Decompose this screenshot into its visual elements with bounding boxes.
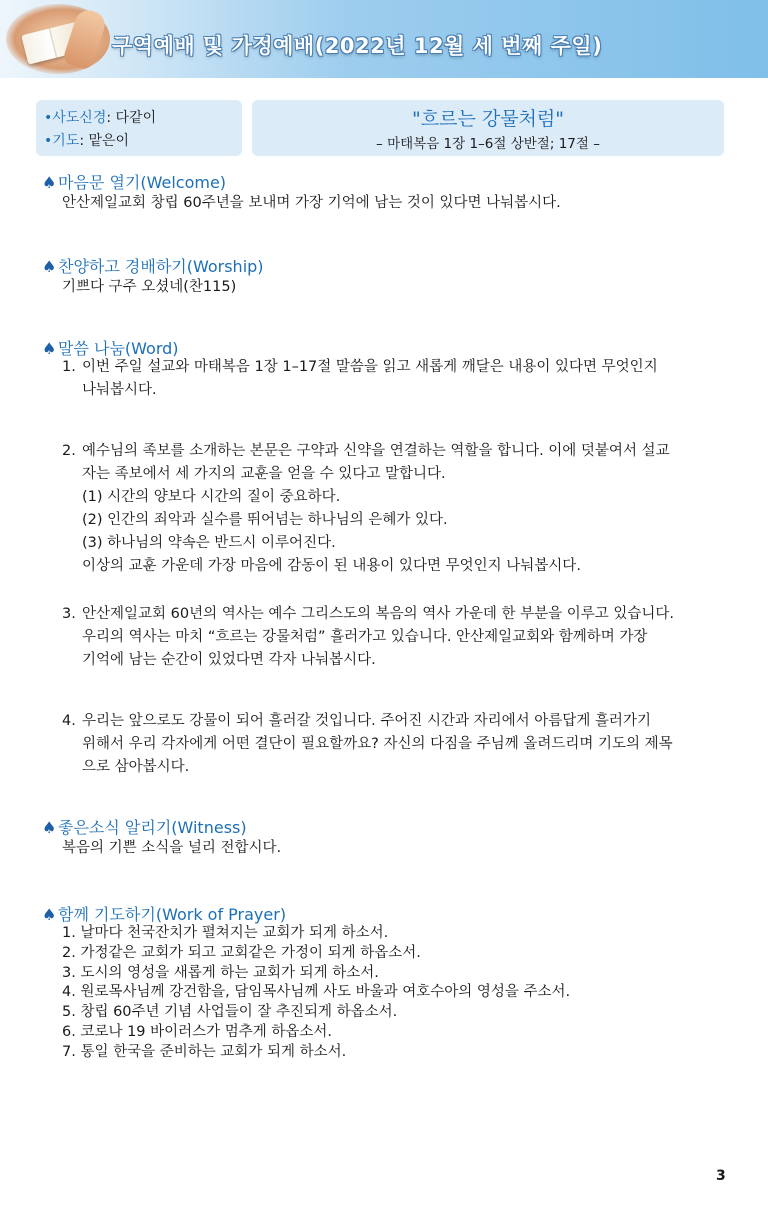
- question-line: 우리는 앞으로도 강물이 되어 흘러갈 것입니다. 주어진 시간과 자리에서 아름답게 흘러가기: [82, 713, 651, 729]
- word-question-1: [62, 356, 726, 402]
- section-heading-worship: [42, 254, 264, 277]
- question-number: 2.: [62, 443, 76, 459]
- prayer-value: : 맡은이: [79, 133, 130, 149]
- question-line: 위해서 우리 각자에게 어떤 결단이 필요할까요? 자신의 다짐을 주님께 올려드리며 기도의 제목: [82, 736, 673, 752]
- scripture-reference: – 마태복음 1장 1–6절 상반절; 17절 –: [376, 136, 600, 152]
- question-line: 으로 삼아봅시다.: [82, 759, 190, 775]
- spade-icon: ♠: [42, 905, 57, 924]
- question-line: (3) 하나님의 약속은 반드시 이루어진다.: [82, 535, 336, 551]
- creed-label: •사도신경: [44, 110, 107, 126]
- heading-text: 마음문 열기(Welcome): [58, 173, 227, 192]
- word-question-4: [62, 710, 726, 779]
- question-line: 우리의 역사는 마치 “흐르는 강물처럼” 흘러가고 있습니다. 안산제일교회와 함께하며 가장: [82, 629, 648, 645]
- heading-text: 말씀 나눔(Word): [58, 339, 179, 358]
- question-line: 예수님의 족보를 소개하는 본문은 구약과 신약을 연결하는 역할을 합니다. 이에 덧붙여서 설교: [82, 443, 670, 459]
- sermon-title: "흐르는 강물처럼": [412, 108, 564, 130]
- spade-icon: ♠: [42, 257, 57, 276]
- heading-text: 함께 기도하기(Work of Prayer): [58, 905, 287, 924]
- prayer-list: [62, 924, 570, 1063]
- prayer-label: •기도: [44, 133, 80, 149]
- list-item: 5. 창립 60주년 기념 사업들이 잘 추진되게 하옵소서.: [62, 1004, 398, 1021]
- section-heading-welcome: [42, 170, 226, 193]
- page-title: 구역예배 및 가정예배(2022년 12월 세 번째 주일): [112, 34, 603, 58]
- bible-prayer-image: [6, 4, 110, 74]
- page-number: 3: [716, 1168, 726, 1184]
- question-line: (2) 인간의 죄악과 실수를 뛰어넘는 하나님의 은혜가 있다.: [82, 512, 448, 528]
- creed-value: : 다같이: [106, 110, 157, 126]
- header-banner: [0, 0, 768, 78]
- list-item: 6. 코로나 19 바이러스가 멈추게 하옵소서.: [62, 1023, 333, 1040]
- question-number: 4.: [62, 713, 76, 729]
- list-item: 3. 도시의 영성을 새롭게 하는 교회가 되게 하소서.: [62, 964, 379, 981]
- question-number: 1.: [62, 359, 76, 375]
- order-info-box: [36, 100, 242, 156]
- heading-text: 좋은소식 알리기(Witness): [58, 818, 247, 837]
- question-line: 자는 족보에서 세 가지의 교훈을 얻을 수 있다고 말합니다.: [82, 466, 446, 482]
- spade-icon: ♠: [42, 173, 57, 192]
- welcome-text: 안산제일교회 창립 60주년을 보내며 가장 기억에 남는 것이 있다면 나눠봅시다.: [62, 195, 561, 211]
- section-heading-prayer: [42, 902, 286, 925]
- list-item: 2. 가정같은 교회가 되고 교회같은 가정이 되게 하옵소서.: [62, 944, 421, 961]
- list-item: 4. 원로목사님께 강건함을, 담임목사님께 사도 바울과 여호수아의 영성을 주소서.: [62, 984, 571, 1001]
- witness-text: 복음의 기쁜 소식을 널리 전합시다.: [62, 840, 282, 856]
- prayer-line: [44, 130, 129, 150]
- word-question-3: [62, 603, 726, 672]
- question-line: 이번 주일 설교와 마태복음 1장 1–17절 말씀을 읽고 새롭게 깨달은 내용이 있다면 무엇인지: [82, 359, 658, 375]
- list-item: 7. 통일 한국을 준비하는 교회가 되게 하소서.: [62, 1043, 347, 1060]
- question-line: 나눠봅시다.: [82, 382, 157, 398]
- question-line: (1) 시간의 양보다 시간의 질이 중요하다.: [82, 489, 341, 505]
- question-number: 3.: [62, 606, 76, 622]
- list-item: 1. 날마다 천국잔치가 펼쳐지는 교회가 되게 하소서.: [62, 925, 389, 941]
- section-heading-witness: [42, 815, 247, 838]
- question-line: 안산제일교회 60년의 역사는 예수 그리스도의 복음의 역사 가운데 한 부분을 이루고 있습니다.: [82, 606, 675, 622]
- heading-text: 찬양하고 경배하기(Worship): [58, 257, 264, 276]
- spade-icon: ♠: [42, 339, 57, 358]
- question-line: 기억에 남는 순간이 있었다면 각자 나눠봅시다.: [82, 652, 376, 668]
- question-line: 이상의 교훈 가운데 가장 마음에 감동이 된 내용이 있다면 무엇인지 나눠봅시다.: [82, 558, 581, 574]
- sermon-box: [252, 100, 724, 156]
- worship-text: 기쁘다 구주 오셨네(찬115): [62, 279, 237, 295]
- creed-line: [44, 107, 156, 127]
- praying-hand-icon: [62, 7, 108, 71]
- word-question-2: [62, 440, 726, 578]
- spade-icon: ♠: [42, 818, 57, 837]
